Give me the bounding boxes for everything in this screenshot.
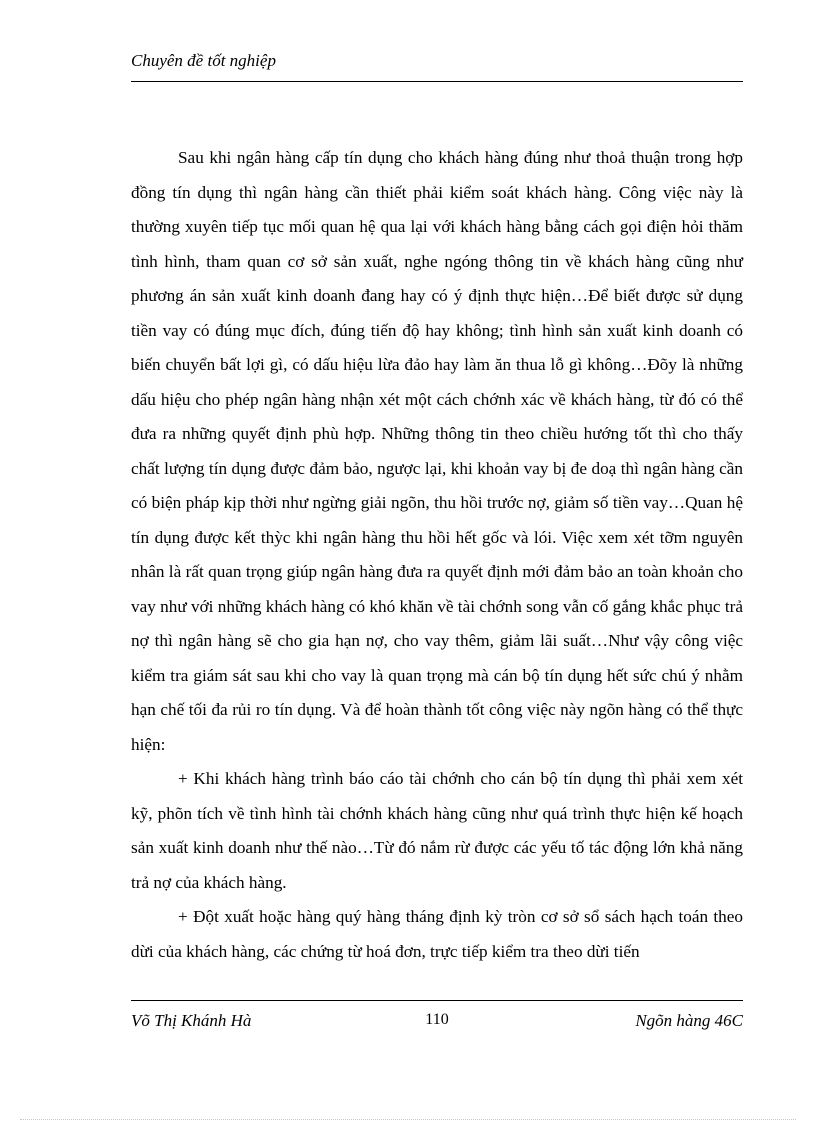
header-title: Chuyên đề tốt nghiệp: [131, 51, 276, 70]
page-number: 110: [425, 1011, 449, 1028]
page-edge-divider: [20, 1119, 796, 1120]
footer-divider: [131, 1000, 743, 1001]
paragraph: + Đột xuất hoặc hàng quý hàng tháng định kỳ tròn cơ sở sổ sách hạch toán theo dừi của khách hàng, các chứng từ hoá đơn, trực tiếp kiểm tra theo dừi tiến: [131, 907, 743, 961]
paragraph: Sau khi ngân hàng cấp tín dụng cho khách hàng đúng như thoả thuận trong hợp đồng tín dụng thì ngân hàng cần thiết phải kiểm soát khách hàng. Công việc này là thường xuyên tiếp tục mối quan hệ qua lại với khách hàng bằng cách gọi điện hỏi thăm tình hình, tham quan cơ sở sản xuất, nghe ngóng thông tin về khách hàng cũng như phương án sản xuất kinh doanh đang hay có ý định thực hiện…Để biết được sử dụng tiền vay có đúng mục đích, đúng tiến độ hay không; tình hình sản xuất kinh doanh có biến chuyển bất lợi gì, có dấu hiệu lừa đảo hay làm ăn thua lỗ gì không…Đõy là những dấu hiệu cho phép ngân hàng nhận xét một cách chớnh xác về khách hàng, từ đó có thể đưa ra những quyết định phù hợp. Những thông tin theo chiều hướng tốt thì cho thấy chất lượng tín dụng được đảm bảo, ngược lại, khi khoản vay bị đe doạ thì ngân hàng cần có biện pháp kịp thời như ngừng giải ngõn, thu hồi trước nợ, giảm số tiền vay…Quan hệ tín dụng được kết thỳc khi ngân hàng thu hồi hết gốc và lói. Việc xem xét tỡm nguyên nhân là rất quan trọng giúp ngân hàng đưa ra quyết định mới đảm bảo an toàn khoản cho vay như với những khách hàng có khó khăn về tài chớnh song vẫn cố gắng khắc phục trả nợ thì ngân hàng sẽ cho gia hạn nợ, cho vay thêm, giảm lãi suất…Như vậy công việc kiểm tra giám sát sau khi cho vay là quan trọng mà cán bộ tín dụng hết sức chú ý nhằm hạn chế tối đa rủi ro tín dụng. Và để hoàn thành tốt công việc này ngõn hàng có thể thực hiện:: [131, 148, 743, 754]
page-header: [131, 50, 743, 82]
footer-author: Võ Thị Khánh Hà: [131, 1011, 252, 1030]
page-footer: [131, 1000, 743, 1041]
footer-department: Ngõn hàng 46C: [635, 1011, 743, 1030]
footer-row: [131, 1011, 743, 1041]
header-divider: [131, 81, 743, 82]
paragraph: + Khi khách hàng trình báo cáo tài chớnh cho cán bộ tín dụng thì phải xem xét kỹ, phõn tích về tình hình tài chớnh khách hàng cũng như quá trình thực hiện kế hoạch sản xuất kinh doanh như thế nào…Từ đó nắm rừ được các yếu tố tác động lớn khả năng trả nợ của khách hàng.: [131, 769, 743, 892]
body-text: [131, 141, 743, 969]
